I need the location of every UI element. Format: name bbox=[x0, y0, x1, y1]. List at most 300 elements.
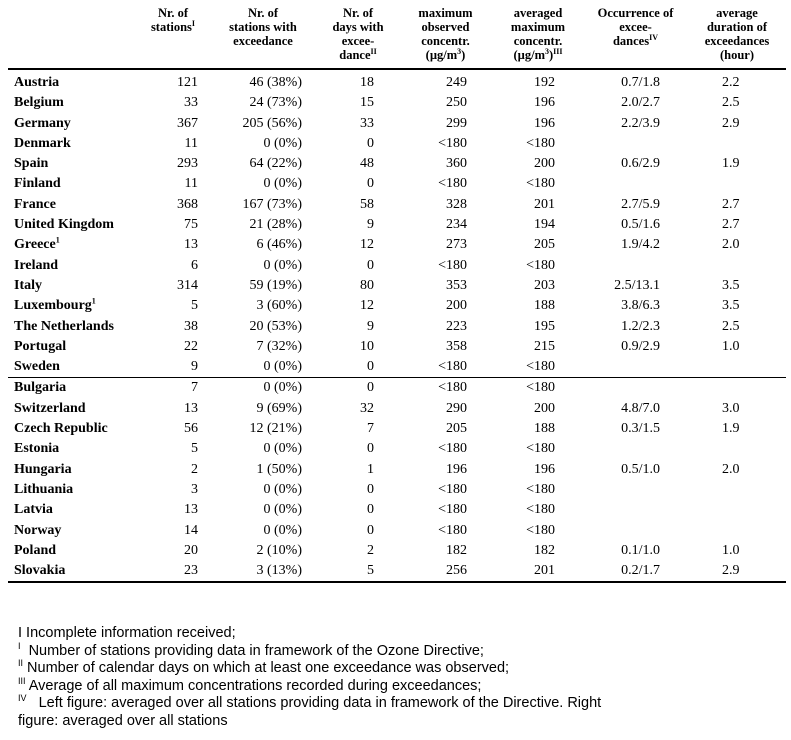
stations-cell: 23 bbox=[138, 561, 208, 582]
country-name: Bulgaria bbox=[14, 380, 67, 396]
max-concentration-cell: 234 bbox=[446, 217, 467, 233]
avg-concentration-cell: 200 bbox=[534, 400, 555, 416]
occurrence-cell: 2.2/3.9 bbox=[621, 115, 660, 131]
country-name: Denmark bbox=[14, 135, 71, 151]
occurrence-cell: 0.5/1.6 bbox=[621, 217, 660, 233]
occurrence-cell: 2.5/13.1 bbox=[614, 277, 660, 293]
avg-concentration-cell: <180 bbox=[526, 441, 555, 457]
days-cell: 18 bbox=[360, 75, 374, 90]
ozone-exceedance-document bbox=[8, 6, 786, 729]
table-row bbox=[8, 114, 786, 134]
country-cell bbox=[8, 480, 138, 500]
max-concentration-cell: 196 bbox=[446, 461, 467, 477]
days-cell: 33 bbox=[360, 115, 374, 131]
occurrence-cell: 0.9/2.9 bbox=[621, 338, 660, 354]
footnote-line bbox=[18, 695, 778, 713]
duration-cell bbox=[688, 439, 786, 459]
days-cell: 0 bbox=[367, 257, 374, 273]
avg-concentration-cell: 188 bbox=[534, 298, 555, 314]
header-stations-exceedance bbox=[208, 6, 318, 69]
avg-concentration-cell: 201 bbox=[493, 561, 583, 582]
stations-cell: 20 bbox=[184, 542, 198, 558]
table-body bbox=[8, 69, 786, 582]
stations-cell: 56 bbox=[184, 421, 198, 437]
country-name: Switzerland bbox=[14, 400, 86, 416]
footnote-mark: IV bbox=[18, 693, 27, 704]
table-row bbox=[8, 460, 786, 480]
footnote-line bbox=[18, 625, 778, 643]
days-cell: 80 bbox=[360, 277, 374, 293]
table-row bbox=[8, 500, 786, 520]
header-avg-max-concentration bbox=[493, 6, 583, 69]
country-cell bbox=[8, 439, 138, 459]
avg-concentration-cell: 194 bbox=[534, 217, 555, 233]
duration-cell: 2.0 bbox=[722, 237, 740, 253]
stations-cell: 14 bbox=[184, 522, 198, 538]
duration-cell bbox=[688, 521, 786, 541]
country-cell bbox=[8, 419, 138, 439]
exceedance-cell: 0 (0%) bbox=[208, 357, 318, 378]
max-concentration-cell: <180 bbox=[438, 481, 467, 497]
avg-concentration-cell: <180 bbox=[526, 380, 555, 396]
country-cell bbox=[8, 114, 138, 134]
days-cell: 12 bbox=[360, 237, 374, 253]
country-name: Poland bbox=[14, 542, 57, 558]
table-row bbox=[8, 561, 786, 582]
duration-cell: 2.9 bbox=[722, 115, 740, 131]
avg-concentration-cell: 205 bbox=[534, 237, 555, 253]
avg-concentration-cell: 196 bbox=[534, 115, 555, 131]
duration-cell: 1.0 bbox=[722, 338, 740, 354]
exceedance-cell: 7 (32%) bbox=[256, 338, 302, 354]
country-cell bbox=[8, 235, 138, 255]
country-name: Germany bbox=[14, 115, 71, 131]
days-cell: 1 bbox=[367, 461, 374, 477]
country-cell bbox=[8, 276, 138, 296]
stations-cell: 33 bbox=[184, 95, 198, 111]
stations-cell: 38 bbox=[184, 318, 198, 334]
max-concentration-cell: <180 bbox=[438, 502, 467, 518]
days-cell: 0 bbox=[367, 502, 374, 518]
avg-concentration-cell: <180 bbox=[526, 257, 555, 273]
footnote-text: Left figure: averaged over all stations providing data in framework of the Directive. Right bbox=[26, 695, 602, 712]
country-name: Slovakia bbox=[14, 563, 66, 579]
duration-cell: 2.7 bbox=[722, 217, 740, 233]
days-cell: 5 bbox=[318, 561, 398, 582]
table-row bbox=[8, 419, 786, 439]
footnote-mark: 1 bbox=[91, 296, 96, 306]
days-cell: 0 bbox=[367, 380, 374, 396]
country-name: France bbox=[14, 196, 56, 212]
days-cell: 2 bbox=[367, 542, 374, 558]
country-cell bbox=[8, 460, 138, 480]
table-row bbox=[8, 69, 786, 93]
exceedance-cell: 0 (0%) bbox=[263, 380, 302, 396]
days-cell: 0 bbox=[318, 357, 398, 378]
footnote-line bbox=[18, 660, 778, 678]
duration-cell: 2.5 bbox=[722, 95, 740, 111]
table-row bbox=[8, 276, 786, 296]
avg-concentration-cell: <180 bbox=[526, 522, 555, 538]
stations-cell: 13 bbox=[184, 400, 198, 416]
country-name: Luxembourg bbox=[14, 298, 92, 314]
table-row bbox=[8, 357, 786, 378]
exceedance-cell: 0 (0%) bbox=[263, 522, 302, 538]
header-text: days with bbox=[332, 20, 384, 34]
country-cell bbox=[8, 521, 138, 541]
country-name: The Netherlands bbox=[14, 318, 114, 334]
avg-concentration-cell: 196 bbox=[534, 95, 555, 111]
table-row bbox=[8, 439, 786, 459]
country-cell bbox=[8, 93, 138, 113]
max-concentration-cell: 299 bbox=[446, 115, 467, 131]
country-name: United Kingdom bbox=[14, 217, 114, 233]
footnotes bbox=[18, 625, 778, 731]
footnote-mark: I bbox=[191, 18, 196, 28]
occurrence-cell bbox=[583, 439, 688, 459]
occurrence-cell: 0.1/1.0 bbox=[621, 542, 660, 558]
exceedance-cell: 1 (50%) bbox=[256, 461, 302, 477]
max-concentration-cell: 290 bbox=[446, 400, 467, 416]
occurrence-cell bbox=[583, 521, 688, 541]
exceedance-cell: 20 (53%) bbox=[249, 318, 302, 334]
footnote-mark: II bbox=[18, 658, 24, 669]
max-concentration-cell: 353 bbox=[446, 277, 467, 293]
table-row bbox=[8, 154, 786, 174]
country-name: Latvia bbox=[14, 502, 53, 518]
duration-cell bbox=[688, 480, 786, 500]
country-cell bbox=[8, 500, 138, 520]
header-text: average bbox=[716, 6, 758, 20]
footnote-continuation: figure: averaged over all stations bbox=[18, 712, 228, 729]
exceedance-cell: 0 (0%) bbox=[263, 441, 302, 457]
avg-concentration-cell: 188 bbox=[534, 421, 555, 437]
max-concentration-cell: <180 bbox=[398, 357, 493, 378]
avg-concentration-cell: 192 bbox=[534, 75, 555, 90]
exceedance-cell: 205 (56%) bbox=[242, 115, 302, 131]
occurrence-cell: 2.0/2.7 bbox=[621, 95, 660, 111]
stations-cell: 22 bbox=[184, 338, 198, 354]
duration-cell bbox=[688, 134, 786, 154]
occurrence-cell bbox=[583, 378, 688, 399]
days-cell: 10 bbox=[360, 338, 374, 354]
table-row bbox=[8, 174, 786, 194]
footnote-text: Incomplete information received; bbox=[22, 625, 236, 641]
table-row bbox=[8, 215, 786, 235]
max-concentration-cell: 182 bbox=[446, 542, 467, 558]
duration-cell: 1.0 bbox=[722, 542, 740, 558]
header-max-concentration bbox=[398, 6, 493, 69]
table-row bbox=[8, 399, 786, 419]
header-text: dances bbox=[612, 34, 650, 48]
max-concentration-cell: 205 bbox=[446, 421, 467, 437]
header-text: stations bbox=[150, 20, 192, 34]
stations-cell: 7 bbox=[191, 380, 198, 396]
country-name: Estonia bbox=[14, 441, 60, 457]
avg-concentration-cell: 215 bbox=[534, 338, 555, 354]
footnote-line bbox=[18, 675, 778, 696]
occurrence-cell bbox=[583, 500, 688, 520]
table-row bbox=[8, 195, 786, 215]
max-concentration-cell: <180 bbox=[438, 176, 467, 192]
exceedance-cell: 59 (19%) bbox=[249, 277, 302, 293]
footnote-line bbox=[18, 640, 778, 661]
duration-cell: 3.5 bbox=[722, 298, 740, 314]
exceedance-cell: 3 (13%) bbox=[208, 561, 318, 582]
header-text: Nr. of bbox=[157, 6, 189, 20]
header-text: Occurrence of bbox=[597, 6, 674, 20]
occurrence-cell: 0.3/1.5 bbox=[621, 421, 660, 437]
avg-concentration-cell: <180 bbox=[526, 481, 555, 497]
table-row bbox=[8, 93, 786, 113]
avg-concentration-cell: 203 bbox=[534, 277, 555, 293]
days-cell: 58 bbox=[360, 196, 374, 212]
max-concentration-cell: 328 bbox=[446, 196, 467, 212]
max-concentration-cell: <180 bbox=[438, 441, 467, 457]
occurrence-cell: 1.9/4.2 bbox=[621, 237, 660, 253]
exceedance-cell: 64 (22%) bbox=[249, 156, 302, 172]
max-concentration-cell: <180 bbox=[438, 522, 467, 538]
occurrence-cell bbox=[583, 134, 688, 154]
country-cell bbox=[8, 174, 138, 194]
avg-concentration-cell: <180 bbox=[526, 502, 555, 518]
days-cell: 0 bbox=[367, 481, 374, 497]
occurrence-cell: 2.7/5.9 bbox=[621, 196, 660, 212]
max-concentration-cell: 360 bbox=[446, 156, 467, 172]
country-cell bbox=[8, 296, 138, 316]
days-cell: 0 bbox=[367, 135, 374, 151]
avg-concentration-cell: 182 bbox=[534, 542, 555, 558]
stations-cell: 13 bbox=[184, 502, 198, 518]
stations-cell: 5 bbox=[191, 298, 198, 314]
country-cell bbox=[8, 357, 138, 378]
country-cell bbox=[8, 154, 138, 174]
max-concentration-cell: <180 bbox=[438, 380, 467, 396]
stations-cell: 3 bbox=[191, 481, 198, 497]
avg-concentration-cell: <180 bbox=[526, 176, 555, 192]
avg-concentration-cell: 200 bbox=[534, 156, 555, 172]
country-name: Austria bbox=[14, 75, 60, 90]
duration-cell: 2.9 bbox=[688, 561, 786, 582]
exceedance-cell: 9 (69%) bbox=[256, 400, 302, 416]
header-text: (hour) bbox=[719, 48, 755, 62]
country-cell bbox=[8, 215, 138, 235]
header-text: concentr. bbox=[421, 34, 470, 48]
table-row bbox=[8, 378, 786, 399]
header-text: concentr. bbox=[513, 34, 563, 48]
stations-cell: 368 bbox=[177, 196, 198, 212]
max-concentration-cell: 256 bbox=[398, 561, 493, 582]
avg-concentration-cell: 196 bbox=[534, 461, 555, 477]
country-name: Czech Republic bbox=[14, 421, 108, 437]
header-text: ) bbox=[461, 48, 466, 62]
duration-cell: 3.5 bbox=[722, 277, 740, 293]
header-stations bbox=[138, 6, 208, 69]
table-row bbox=[8, 235, 786, 255]
footnote-mark: I bbox=[18, 640, 21, 651]
table-row bbox=[8, 521, 786, 541]
header-text: (µg/m bbox=[425, 48, 458, 62]
header-text: ) bbox=[549, 48, 554, 62]
stations-cell: 367 bbox=[177, 115, 198, 131]
exceedance-cell: 0 (0%) bbox=[263, 502, 302, 518]
stations-cell: 121 bbox=[177, 75, 198, 90]
country-cell bbox=[8, 134, 138, 154]
country-name: Sweden bbox=[14, 359, 60, 375]
country-name: Italy bbox=[14, 277, 42, 293]
header-text: (µg/m bbox=[513, 48, 545, 62]
avg-concentration-cell: <180 bbox=[526, 135, 555, 151]
table-row bbox=[8, 317, 786, 337]
header-text: maximum bbox=[510, 20, 566, 34]
avg-concentration-cell: <180 bbox=[493, 357, 583, 378]
header-text: duration of bbox=[706, 20, 768, 34]
header-text: dance bbox=[339, 48, 371, 62]
country-name: Spain bbox=[14, 156, 49, 172]
days-cell: 15 bbox=[360, 95, 374, 111]
country-cell bbox=[8, 256, 138, 276]
table-row bbox=[8, 337, 786, 357]
exceedance-cell: 46 (38%) bbox=[249, 75, 302, 90]
duration-cell bbox=[688, 378, 786, 399]
duration-cell bbox=[688, 500, 786, 520]
footnote-mark: II bbox=[370, 46, 377, 56]
country-cell bbox=[8, 337, 138, 357]
occurrence-cell bbox=[583, 357, 688, 378]
exceedance-cell: 12 (21%) bbox=[249, 421, 302, 437]
stations-cell: 9 bbox=[138, 357, 208, 378]
header-text: stations with bbox=[229, 20, 297, 34]
occurrence-cell: 3.8/6.3 bbox=[621, 298, 660, 314]
max-concentration-cell: 358 bbox=[446, 338, 467, 354]
stations-cell: 2 bbox=[191, 461, 198, 477]
days-cell: 32 bbox=[360, 400, 374, 416]
stations-cell: 314 bbox=[177, 277, 198, 293]
max-concentration-cell: 250 bbox=[446, 95, 467, 111]
footnote-mark: III bbox=[18, 675, 26, 686]
country-cell bbox=[8, 399, 138, 419]
exceedance-cell: 2 (10%) bbox=[256, 542, 302, 558]
footnote-mark: III bbox=[553, 46, 563, 56]
header-country bbox=[8, 6, 138, 69]
table-row bbox=[8, 134, 786, 154]
occurrence-cell: 1.2/2.3 bbox=[621, 318, 660, 334]
country-name: Lithuania bbox=[14, 481, 74, 497]
duration-cell: 2.7 bbox=[722, 196, 740, 212]
occurrence-cell: 4.8/7.0 bbox=[621, 400, 660, 416]
exceedance-cell: 0 (0%) bbox=[263, 135, 302, 151]
footnote-text: Number of stations providing data in framework of the Ozone Directive; bbox=[20, 642, 484, 659]
footnote-text: Number of calendar days on which at least one exceedance was observed; bbox=[23, 660, 510, 677]
days-cell: 12 bbox=[360, 298, 374, 314]
footnote-mark: IV bbox=[649, 32, 658, 42]
country-name: Hungaria bbox=[14, 461, 72, 477]
max-concentration-cell: 200 bbox=[446, 298, 467, 314]
stations-cell: 5 bbox=[191, 441, 198, 457]
occurrence-cell: 0.5/1.0 bbox=[621, 461, 660, 477]
footnote-text: Average of all maximum concentrations recorded during exceedances; bbox=[25, 677, 482, 694]
header-text: exceedance bbox=[233, 34, 293, 48]
header-text: Nr. of bbox=[247, 6, 279, 20]
country-cell bbox=[8, 317, 138, 337]
country-cell bbox=[8, 561, 138, 582]
table-row bbox=[8, 296, 786, 316]
header-text: exceedances bbox=[704, 34, 770, 48]
days-cell: 9 bbox=[367, 318, 374, 334]
duration-cell: 1.9 bbox=[722, 421, 740, 437]
duration-cell: 2.0 bbox=[722, 461, 740, 477]
max-concentration-cell: 273 bbox=[446, 237, 467, 253]
occurrence-cell bbox=[583, 256, 688, 276]
header-duration bbox=[688, 6, 786, 69]
occurrence-cell: 0.2/1.7 bbox=[583, 561, 688, 582]
exceedance-cell: 167 (73%) bbox=[242, 196, 302, 212]
country-cell bbox=[8, 378, 138, 399]
exceedance-cell: 3 (60%) bbox=[256, 298, 302, 314]
exceedance-cell: 6 (46%) bbox=[256, 237, 302, 253]
stations-cell: 75 bbox=[184, 217, 198, 233]
unit-exponent: 3 bbox=[545, 46, 549, 56]
table-header-row bbox=[8, 6, 786, 69]
occurrence-cell bbox=[583, 480, 688, 500]
country-name: Ireland bbox=[14, 257, 59, 273]
country-name: Finland bbox=[14, 176, 61, 192]
country-cell bbox=[8, 541, 138, 561]
days-cell: 7 bbox=[367, 421, 374, 437]
max-concentration-cell: <180 bbox=[438, 257, 467, 273]
table-row bbox=[8, 256, 786, 276]
days-cell: 0 bbox=[367, 441, 374, 457]
header-days bbox=[318, 6, 398, 69]
days-cell: 48 bbox=[360, 156, 374, 172]
stations-cell: 11 bbox=[184, 176, 198, 192]
duration-cell bbox=[688, 357, 786, 378]
stations-cell: 11 bbox=[184, 135, 198, 151]
exceedance-cell: 0 (0%) bbox=[263, 257, 302, 273]
unit-exponent: 3 bbox=[457, 46, 462, 56]
table-row bbox=[8, 541, 786, 561]
occurrence-cell bbox=[583, 174, 688, 194]
footnote-mark: I bbox=[18, 625, 23, 641]
duration-cell bbox=[688, 256, 786, 276]
header-text: excee- bbox=[619, 20, 652, 34]
exceedance-cell: 24 (73%) bbox=[249, 95, 302, 111]
header-occurrence bbox=[583, 6, 688, 69]
header-text: Nr. of bbox=[342, 6, 374, 20]
header-text: observed bbox=[421, 20, 470, 34]
header-text: averaged bbox=[513, 6, 563, 20]
duration-cell: 2.2 bbox=[722, 75, 740, 90]
exceedance-cell: 21 (28%) bbox=[249, 217, 302, 233]
country-cell bbox=[8, 195, 138, 215]
table-row bbox=[8, 480, 786, 500]
duration-cell: 2.5 bbox=[722, 318, 740, 334]
country-cell bbox=[8, 69, 138, 93]
header-text: excee- bbox=[341, 34, 375, 48]
max-concentration-cell: 249 bbox=[446, 75, 467, 90]
duration-cell: 3.0 bbox=[722, 400, 740, 416]
country-name: Greece bbox=[14, 237, 56, 253]
exceedance-cell: 0 (0%) bbox=[263, 481, 302, 497]
occurrence-cell: 0.7/1.8 bbox=[621, 75, 660, 90]
exceedance-cell: 0 (0%) bbox=[263, 176, 302, 192]
country-name: Norway bbox=[14, 522, 62, 538]
stations-cell: 13 bbox=[184, 237, 198, 253]
avg-concentration-cell: 195 bbox=[534, 318, 555, 334]
exceedance-table bbox=[8, 6, 786, 583]
stations-cell: 6 bbox=[191, 257, 198, 273]
country-name: Belgium bbox=[14, 95, 64, 111]
